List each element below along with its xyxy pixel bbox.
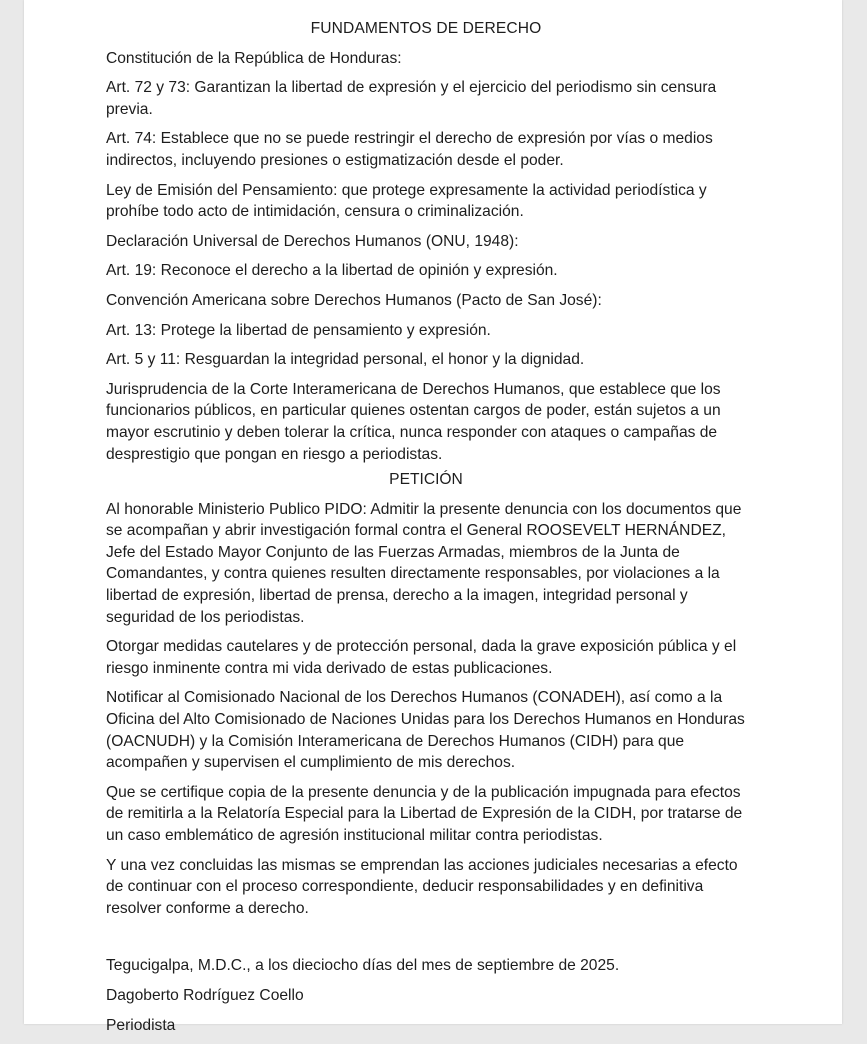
paragraph: Y una vez concluidas las mismas se emprendan las acciones judiciales necesarias a efecto de continuar con el proceso correspondiente, deducir responsabilidades y en definitiva resolver conforme a derecho. xyxy=(106,856,738,917)
paragraph: Otorgar medidas cautelares y de protección personal, dada la grave exposición pública y el riesgo inminente contra mi vida derivado de estas publicaciones. xyxy=(106,638,737,677)
section-title-fundamentos: FUNDAMENTOS DE DERECHO xyxy=(310,20,542,37)
place-date: Tegucigalpa, M.D.C., a los dieciocho días del mes de septiembre de 2025. xyxy=(106,957,620,975)
document-page xyxy=(24,0,842,1034)
paragraph: Al honorable Ministerio Publico PIDO: Admitir la presente denuncia con los documentos que se acompañan y abrir investigación formal contra el General ROOSEVELT HERNÁNDEZ, Jefe del Estado Mayor Conjunto de las Fuerzas Armadas, miembros de la Junta de Comandantes, y contra quienes resulten directamente responsables, por violaciones a la libertad de expresión, libertad de prensa, derecho a la imagen, integridad personal y seguridad de los periodistas. xyxy=(106,500,742,626)
section-title-peticion: PETICIÓN xyxy=(389,471,463,489)
paragraph: Que se certifique copia de la presente denuncia y de la publicación impugnada para efectos de remitirla a la Relatoría Especial para la Libertad de Expresión de la CIDH, por tratarse de un caso emblemático de agresión institucional militar contra periodistas. xyxy=(106,783,743,844)
paragraph: Declaración Universal de Derechos Humanos (ONU, 1948): xyxy=(106,232,519,250)
signer-title: Periodista xyxy=(106,1016,176,1034)
paragraph: Constitución de la República de Honduras: xyxy=(106,49,402,67)
paragraph: Art. 19: Reconoce el derecho a la libertad de opinión y expresión. xyxy=(106,262,558,280)
document-body xyxy=(106,18,746,1044)
paragraph: Notificar al Comisionado Nacional de los Derechos Humanos (CONADEH), así como a la Oficina del Alto Comisionado de Naciones Unidas para los Derechos Humanos en Honduras (OACNUDH) y la Comisión Interamericana de Derechos Humanos (CIDH) para que acompañen y supervisen el cumplimiento de mis derechos. xyxy=(106,689,745,772)
paragraph: Ley de Emisión del Pensamiento: que protege expresamente la actividad periodística y prohíbe todo acto de intimidación, censura o criminalización. xyxy=(106,181,707,221)
paragraph: Art. 74: Establece que no se puede restringir el derecho de expresión por vías o medios indirectos, incluyendo presiones o estigmatización desde el poder. xyxy=(106,130,713,169)
paragraph: Convención Americana sobre Derechos Humanos (Pacto de San José): xyxy=(106,291,602,309)
paragraph: Art. 72 y 73: Garantizan la libertad de expresión y el ejercicio del periodismo sin censura previa. xyxy=(106,79,717,118)
spacer xyxy=(106,927,746,955)
paragraph: Jurisprudencia de la Corte Interamericana de Derechos Humanos, que establece que los funcionarios públicos, en particular quienes ostentan cargos de poder, están sujetos a un mayor escrutinio y deben tolerar la crítica, nunca responder con ataques o campañas de desprestigio que pongan en riesgo a periodistas. xyxy=(106,380,721,463)
paragraph: Art. 13: Protege la libertad de pensamiento y expresión. xyxy=(106,321,491,339)
signer-name: Dagoberto Rodríguez Coello xyxy=(106,986,304,1004)
paragraph: Art. 5 y 11: Resguardan la integridad personal, el honor y la dignidad. xyxy=(106,351,585,369)
